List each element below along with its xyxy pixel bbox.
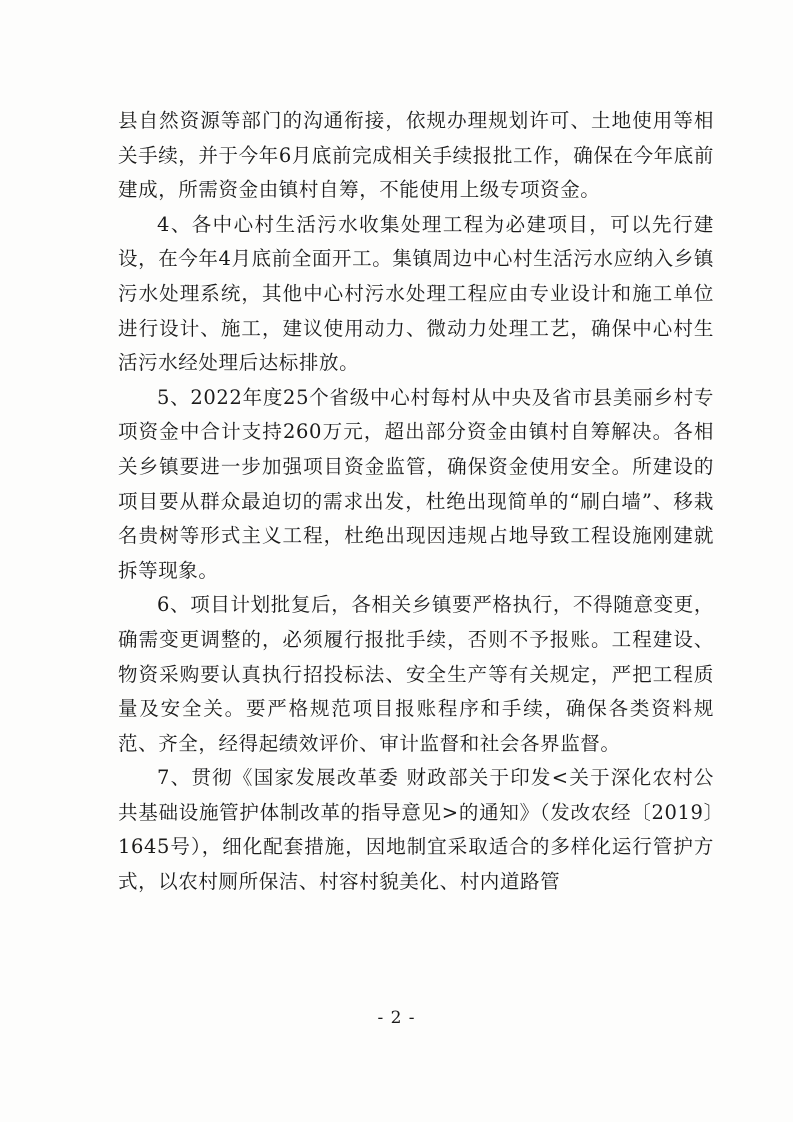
paragraph-continuation: 县自然资源等部门的沟通衔接，依规办理规划许可、土地使用等相关手续，并于今年6月底前完成相关手续报批工作，确保在今年底前建成，所需资金由镇村自筹，不能使用上级专项资金。: [118, 109, 714, 202]
paragraph-item-5: 5、2022年度25个省级中心村每村从中央及省市县美丽乡村专项资金中合计支持260万元，超出部分资金由镇村自筹解决。各相关乡镇要进一步加强项目资金监管，确保资金使用安全。所建设的项目要从群众最迫切的需求出发，杜绝出现简单的“刷白墙”、移栽名贵树等形式主义工程，杜绝出现因违规占地导致工程设施刚建就拆等现象。: [118, 385, 714, 582]
page-number: - 2 -: [377, 1008, 416, 1028]
paragraph-item-6: 6、项目计划批复后，各相关乡镇要严格执行，不得随意变更，确需变更调整的，必须履行报批手续，否则不予报账。工程建设、物资采购要认真执行招投标法、安全生产等有关规定，严把工程质量及安全关。要严格规范项目报账程序和手续，确保各类资料规范、齐全，经得起绩效评价、审计监督和社会各界监督。: [118, 593, 714, 755]
paragraph-item-4: 4、各中心村生活污水收集处理工程为必建项目，可以先行建设，在今年4月底前全面开工。集镇周边中心村生活污水应纳入乡镇污水处理系统，其他中心村污水处理工程应由专业设计和施工单位进行设计、施工，建议使用动力、微动力处理工艺，确保中心村生活污水经处理后达标排放。: [118, 212, 714, 375]
paragraph-item-7: 7、贯彻《国家发展改革委 财政部关于印发<关于深化农村公共基础设施管护体制改革的指导意见>的通知》（发改农经〔2019〕1645号），细化配套措施，因地制宜采取适合的多样化运行管护方式，以农村厕所保洁、村容村貌美化、村内道路管: [118, 766, 714, 894]
document-body: [118, 104, 714, 900]
